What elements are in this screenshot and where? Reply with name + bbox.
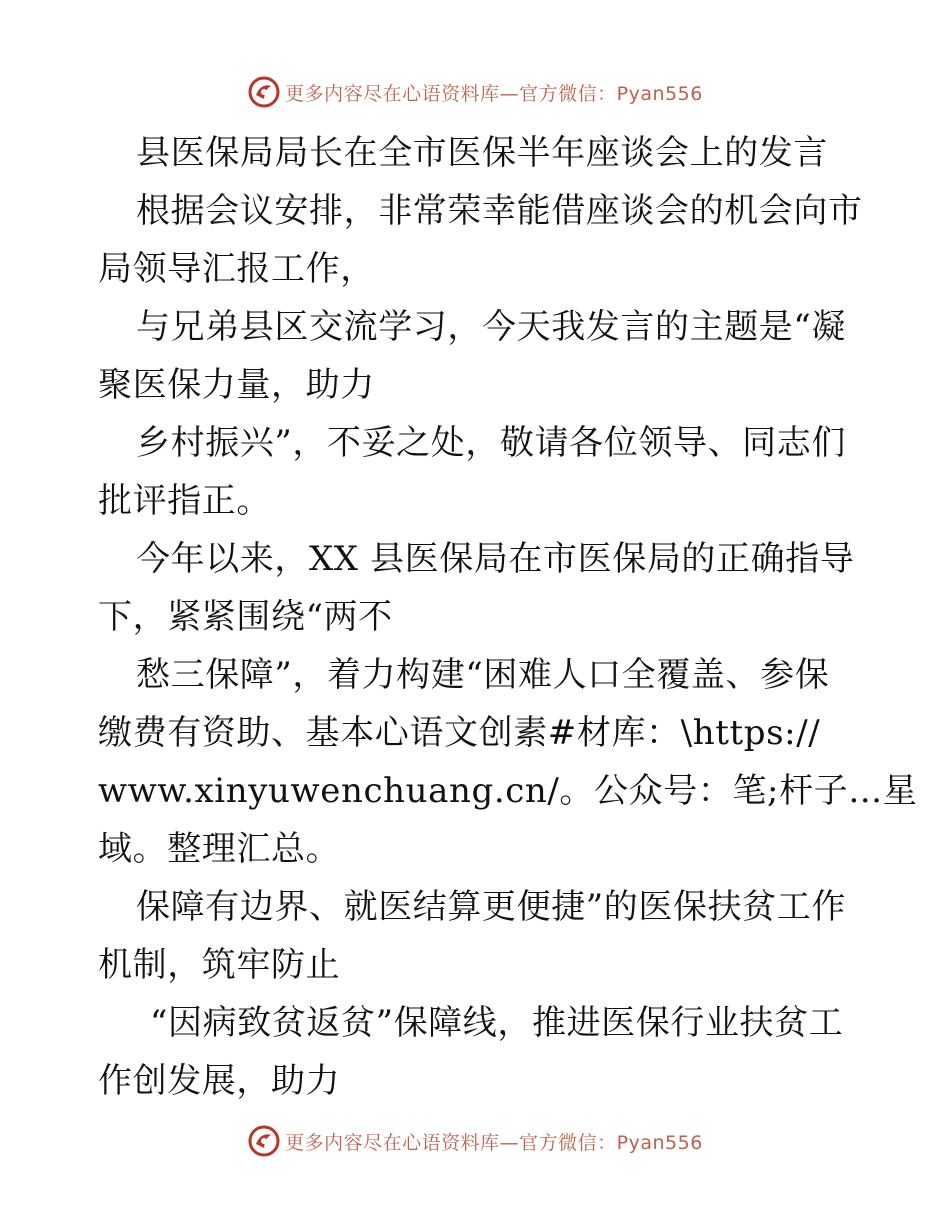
text-line: 今年以来，XX 县医保局在市医保局的正确指导: [136, 539, 855, 579]
document-body: [98, 124, 918, 1110]
text-line: 批评指正。: [98, 481, 271, 521]
footer-watermark-banner: [0, 1121, 950, 1161]
text-line: 作创发展，助力: [98, 1061, 341, 1101]
text-line: www.xinyuwenchuang.cn/。公众号：笔;杆子…星: [98, 771, 918, 811]
text-line: 局领导汇报工作，: [98, 249, 375, 289]
document-title: 县医保局局长在全市医保半年座谈会上的发言: [136, 133, 828, 173]
text-line: 域。整理汇总。: [98, 829, 341, 869]
text-line: 愁三保障”，着力构建“困难人口全覆盖、参保: [136, 655, 830, 695]
text-line: 保障有边界、就医结算更便捷”的医保扶贫工作: [136, 887, 846, 927]
red-swirl-logo-icon: [247, 1124, 281, 1158]
text-line: 与兄弟县区交流学习，今天我发言的主题是“凝: [136, 307, 846, 347]
text-line: 下，紧紧围绕“两不: [98, 597, 393, 637]
header-watermark-banner: [0, 72, 950, 112]
text-line: “因病致贫返贫”保障线，推进医保行业扶贫工: [150, 1003, 844, 1043]
text-line: 机制，筑牢防止: [98, 945, 341, 985]
text-line: 聚医保力量，助力: [98, 365, 375, 405]
footer-watermark-text: 更多内容尽在心语资料库—官方微信：Pyan556: [285, 1131, 703, 1154]
red-swirl-logo-icon: [247, 75, 281, 109]
header-watermark-text: 更多内容尽在心语资料库—官方微信：Pyan556: [285, 82, 703, 105]
text-line: 根据会议安排，非常荣幸能借座谈会的机会向市: [136, 191, 863, 231]
text-line: 缴费有资助、基本心语文创素#材库：\https://: [98, 713, 821, 753]
text-line: 乡村振兴”，不妥之处，敬请各位领导、同志们: [136, 423, 846, 463]
